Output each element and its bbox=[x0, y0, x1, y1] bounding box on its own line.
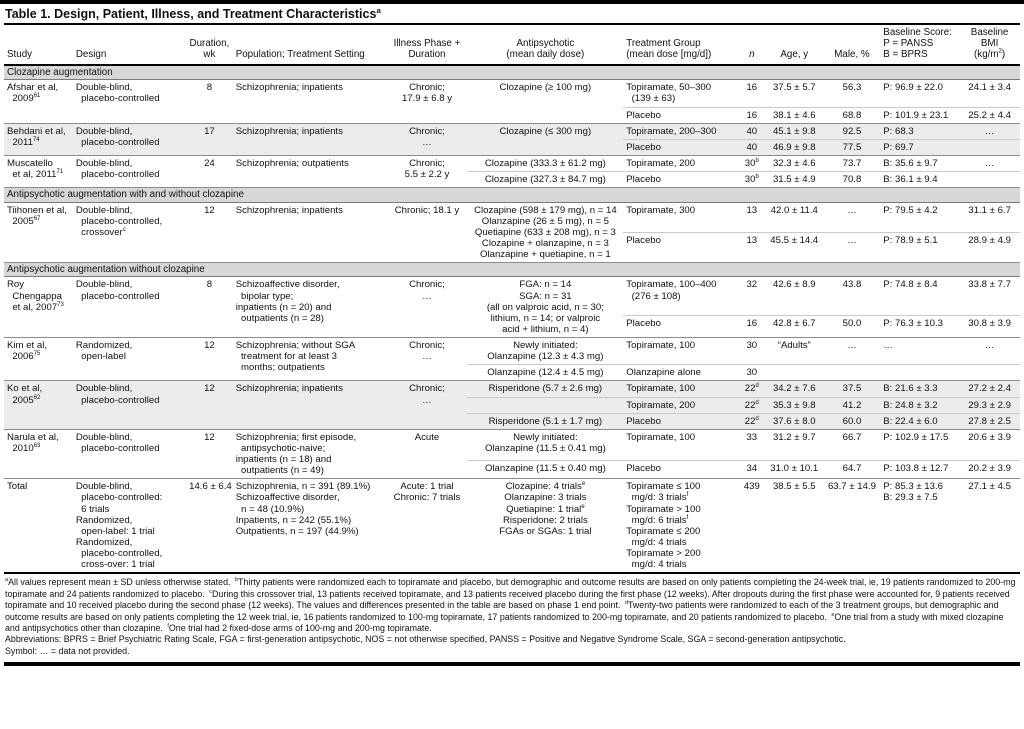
cell-design: Double-blind, placebo-controlled, crossover$^c$ bbox=[73, 202, 186, 263]
cell-male bbox=[824, 365, 881, 381]
column-header-population: Population; Treatment Setting bbox=[233, 25, 387, 65]
cell-antipsychotic: Newly initiated: Olanzapine (12.3 ± 4.3 mg) bbox=[467, 338, 623, 365]
cell-baseline: P: 78.9 ± 5.1 bbox=[880, 232, 959, 262]
cell-age: 42.6 ± 8.9 bbox=[765, 277, 824, 315]
cell-duration: 8 bbox=[186, 277, 233, 338]
cell-illness: Chronic; 17.9 ± 6.8 y bbox=[387, 80, 468, 123]
cell-study: Ko et al, 2005$^{62}$ bbox=[4, 381, 73, 429]
cell-male: 37.5 bbox=[824, 381, 881, 397]
cell-n: 439 bbox=[739, 479, 765, 574]
section-header-label: Clozapine augmentation bbox=[4, 65, 1020, 80]
cell-duration: 24 bbox=[186, 155, 233, 187]
footnote-symbol: Symbol: … = data not provided. bbox=[5, 645, 130, 656]
cell-n: 40 bbox=[739, 123, 765, 139]
cell-antipsychotic bbox=[467, 397, 623, 413]
study-arm-row bbox=[4, 123, 1020, 139]
cell-antipsychotic: FGA: n = 14 SGA: n = 31 (all on valproic acid, n = 30; lithium, n = 14; or valproic acid + lithium, n = 4) bbox=[467, 277, 623, 338]
cell-male: 60.0 bbox=[824, 413, 881, 429]
cell-bmi: 20.2 ± 3.9 bbox=[959, 460, 1020, 478]
table-footnotes bbox=[4, 574, 1020, 666]
cell-group: Topiramate, 200 bbox=[623, 397, 738, 413]
cell-n: 30$^b$ bbox=[739, 155, 765, 171]
study-arm-row bbox=[4, 202, 1020, 232]
cell-group: Topiramate, 200–300 bbox=[623, 123, 738, 139]
cell-study: Behdani et al, 2011$^{74}$ bbox=[4, 123, 73, 155]
cell-age: 37.5 ± 5.7 bbox=[765, 80, 824, 107]
cell-bmi: 28.9 ± 4.9 bbox=[959, 232, 1020, 262]
cell-population: Schizophrenia; inpatients bbox=[233, 381, 387, 429]
cell-antipsychotic: Risperidone (5.1 ± 1.7 mg) bbox=[467, 413, 623, 429]
cell-antipsychotic: Clozapine (≤ 300 mg) bbox=[467, 123, 623, 155]
cell-n: 30 bbox=[739, 338, 765, 365]
cell-antipsychotic: Clozapine (333.3 ± 61.2 mg) bbox=[467, 155, 623, 171]
section-header-label: Antipsychotic augmentation without clozapine bbox=[4, 263, 1020, 277]
cell-n: 32 bbox=[739, 277, 765, 315]
characteristics-table bbox=[4, 25, 1020, 574]
cell-design: Double-blind, placebo-controlled bbox=[73, 277, 186, 338]
cell-bmi bbox=[959, 365, 1020, 381]
cell-antipsychotic: Olanzapine (12.4 ± 4.5 mg) bbox=[467, 365, 623, 381]
cell-group: Placebo bbox=[623, 172, 738, 188]
cell-group: Topiramate, 100 bbox=[623, 338, 738, 365]
table-body bbox=[4, 65, 1020, 573]
cell-duration: 12 bbox=[186, 429, 233, 479]
cell-baseline: … bbox=[880, 338, 959, 365]
cell-bmi: … bbox=[959, 123, 1020, 139]
cell-population: Schizoaffective disorder, bipolar type; inpatients (n = 20) and outpatients (n = 28) bbox=[233, 277, 387, 338]
cell-group: Topiramate, 200 bbox=[623, 155, 738, 171]
cell-antipsychotic: Clozapine (327.3 ± 84.7 mg) bbox=[467, 172, 623, 188]
cell-n: 13 bbox=[739, 202, 765, 232]
cell-group: Topiramate, 100 bbox=[623, 429, 738, 460]
cell-baseline: P: 103.8 ± 12.7 bbox=[880, 460, 959, 478]
cell-baseline: P: 96.9 ± 22.0 bbox=[880, 80, 959, 107]
cell-age: “Adults” bbox=[765, 338, 824, 365]
cell-n: 22$^d$ bbox=[739, 413, 765, 429]
cell-duration: 14.6 ± 6.4 bbox=[186, 479, 233, 574]
cell-age: 31.2 ± 9.7 bbox=[765, 429, 824, 460]
cell-male: 77.5 bbox=[824, 139, 881, 155]
footnote-notes: $^a$All values represent mean ± SD unless otherwise stated. $^b$Thirty patients were randomized each to topiramate and placebo, but demographic and outcome results are based on only patients completing the 24-week trial, ie, 19 patients randomized to 200-mg topiramate and 24 patients randomized to placebo. $^c$During this crossover trial, 13 patients received topiramate, and 13 patients received placebo during the first phase (12 weeks). After dropouts during the first phase were accounted for, 9 patients received topiramate and 10 received placebo during the second phase (12 weeks). The values and differences presented in the table are based on phase 1 end point. $^d$Twenty-two patients were randomized to each of the 3 treatment groups, but demographic and outcome results are based on only patients completing the 12 week trial, ie, 16 patients randomized to 100-mg topiramate, 17 patients randomized to 200-mg topiramate, and 20 patients randomized to placebo. $^e$One trial from a study with mixed clozapine and antipsychotics other than clozapine. $^f$One trial had 2 fixed-dose arms of 100-mg and 200-mg topiramate. bbox=[5, 577, 1016, 633]
cell-male: 56.3 bbox=[824, 80, 881, 107]
cell-bmi: 24.1 ± 3.4 bbox=[959, 80, 1020, 107]
cell-baseline: P: 76.3 ± 10.3 bbox=[880, 315, 959, 338]
cell-group: Topiramate, 50–300 (139 ± 63) bbox=[623, 80, 738, 107]
cell-bmi: 30.8 ± 3.9 bbox=[959, 315, 1020, 338]
column-header-illness: Illness Phase + Duration bbox=[387, 25, 468, 65]
cell-bmi: 25.2 ± 4.4 bbox=[959, 107, 1020, 123]
cell-group: Placebo bbox=[623, 107, 738, 123]
study-arm-row bbox=[4, 479, 1020, 574]
section-header-row bbox=[4, 188, 1020, 202]
cell-male: … bbox=[824, 232, 881, 262]
cell-study: Muscatello et al, 2011$^{71}$ bbox=[4, 155, 73, 187]
cell-male: 63.7 ± 14.9 bbox=[824, 479, 881, 574]
cell-illness: Chronic; 18.1 y bbox=[387, 202, 468, 263]
cell-baseline: P: 68.3 bbox=[880, 123, 959, 139]
column-header-duration: Duration, wk bbox=[186, 25, 233, 65]
cell-antipsychotic: Newly initiated: Olanzapine (11.5 ± 0.41 mg) bbox=[467, 429, 623, 460]
cell-age: 45.1 ± 9.8 bbox=[765, 123, 824, 139]
cell-age: 42.8 ± 6.7 bbox=[765, 315, 824, 338]
cell-male: … bbox=[824, 202, 881, 232]
column-header-study: Study bbox=[4, 25, 73, 65]
cell-n: 33 bbox=[739, 429, 765, 460]
cell-design: Double-blind, placebo-controlled: 6 trials Randomized, open-label: 1 trial Randomized, placebo-controlled, cross-over: 1 trial bbox=[73, 479, 186, 574]
cell-male: … bbox=[824, 338, 881, 365]
cell-illness: Acute: 1 trial Chronic: 7 trials bbox=[387, 479, 468, 574]
cell-group: Topiramate ≤ 100 mg/d: 3 trials$^f$ Topiramate > 100 mg/d: 6 trials$^f$ Topiramate ≤ 200 mg/d: 4 trials Topiramate > 200 mg/d: 4 trials bbox=[623, 479, 738, 574]
cell-age: 38.5 ± 5.5 bbox=[765, 479, 824, 574]
study-arm-row bbox=[4, 155, 1020, 171]
study-arm-row bbox=[4, 277, 1020, 315]
cell-bmi: … bbox=[959, 155, 1020, 171]
cell-age: 35.3 ± 9.8 bbox=[765, 397, 824, 413]
section-header-row bbox=[4, 263, 1020, 277]
cell-n: 22$^d$ bbox=[739, 397, 765, 413]
cell-baseline: B: 36.1 ± 9.4 bbox=[880, 172, 959, 188]
cell-population: Schizophrenia; inpatients bbox=[233, 123, 387, 155]
cell-baseline: P: 79.5 ± 4.2 bbox=[880, 202, 959, 232]
cell-illness: Chronic; … bbox=[387, 338, 468, 381]
cell-age: 42.0 ± 11.4 bbox=[765, 202, 824, 232]
cell-study: Roy Chengappa et al, 2007$^{73}$ bbox=[4, 277, 73, 338]
cell-duration: 12 bbox=[186, 381, 233, 429]
cell-male: 43.8 bbox=[824, 277, 881, 315]
cell-antipsychotic: Clozapine (≥ 100 mg) bbox=[467, 80, 623, 123]
column-header-baseline: Baseline Score: P = PANSS B = BPRS bbox=[880, 25, 959, 65]
study-arm-row bbox=[4, 381, 1020, 397]
cell-n: 16 bbox=[739, 80, 765, 107]
cell-antipsychotic: Clozapine: 4 trials$^e$ Olanzapine: 3 trials Quetiapine: 1 trial$^e$ Risperidone: 2 trials FGAs or SGAs: 1 trial bbox=[467, 479, 623, 574]
cell-bmi: 20.6 ± 3.9 bbox=[959, 429, 1020, 460]
cell-baseline: B: 35.6 ± 9.7 bbox=[880, 155, 959, 171]
column-header-antipsychotic: Antipsychotic (mean daily dose) bbox=[467, 25, 623, 65]
column-header-n: n bbox=[739, 25, 765, 65]
cell-male: 64.7 bbox=[824, 460, 881, 478]
cell-male: 41.2 bbox=[824, 397, 881, 413]
cell-duration: 12 bbox=[186, 338, 233, 381]
cell-study: Kim et al, 2006$^{75}$ bbox=[4, 338, 73, 381]
column-header-bmi: Baseline BMI $(kg/m^2)$ bbox=[959, 25, 1020, 65]
cell-age: 31.0 ± 10.1 bbox=[765, 460, 824, 478]
cell-n: 40 bbox=[739, 139, 765, 155]
study-arm-row bbox=[4, 80, 1020, 107]
cell-n: 34 bbox=[739, 460, 765, 478]
cell-group: Placebo bbox=[623, 315, 738, 338]
column-header-age: Age, y bbox=[765, 25, 824, 65]
cell-population: Schizophrenia; first episode, antipsychotic-naive; inpatients (n = 18) and outpatients (n = 49) bbox=[233, 429, 387, 479]
cell-n: 16 bbox=[739, 315, 765, 338]
footnote-abbreviations: Abbreviations: BPRS = Brief Psychiatric Rating Scale, FGA = first-generation antipsychotic, NOS = not otherwise specified, PANSS = Positive and Negative Syndrome Scale, SGA = second-generation antipsychotic. bbox=[5, 634, 846, 645]
cell-male: 73.7 bbox=[824, 155, 881, 171]
cell-bmi: 33.8 ± 7.7 bbox=[959, 277, 1020, 315]
cell-bmi: 31.1 ± 6.7 bbox=[959, 202, 1020, 232]
cell-male: 50.0 bbox=[824, 315, 881, 338]
cell-baseline: B: 21.6 ± 3.3 bbox=[880, 381, 959, 397]
cell-design: Double-blind, placebo-controlled bbox=[73, 123, 186, 155]
cell-bmi: 27.1 ± 4.5 bbox=[959, 479, 1020, 574]
cell-population: Schizophrenia; outpatients bbox=[233, 155, 387, 187]
column-header-group: Treatment Group (mean dose [mg/d]) bbox=[623, 25, 738, 65]
cell-illness: Acute bbox=[387, 429, 468, 479]
cell-design: Double-blind, placebo-controlled bbox=[73, 381, 186, 429]
cell-study: Tiihonen et al, 2005$^{67}$ bbox=[4, 202, 73, 263]
cell-baseline: P: 69.7 bbox=[880, 139, 959, 155]
cell-n: 30$^b$ bbox=[739, 172, 765, 188]
cell-population: Schizophrenia; inpatients bbox=[233, 80, 387, 123]
cell-population: Schizophrenia; without SGA treatment for at least 3 months; outpatients bbox=[233, 338, 387, 381]
cell-baseline: P: 102.9 ± 17.5 bbox=[880, 429, 959, 460]
cell-duration: 8 bbox=[186, 80, 233, 123]
cell-group: Topiramate, 300 bbox=[623, 202, 738, 232]
cell-baseline: P: 85.3 ± 13.6 B: 29.3 ± 7.5 bbox=[880, 479, 959, 574]
cell-bmi: 27.8 ± 2.5 bbox=[959, 413, 1020, 429]
cell-group: Topiramate, 100–400 (276 ± 108) bbox=[623, 277, 738, 315]
cell-age: 38.1 ± 4.6 bbox=[765, 107, 824, 123]
cell-bmi: … bbox=[959, 338, 1020, 365]
cell-illness: Chronic; … bbox=[387, 381, 468, 429]
cell-age: 34.2 ± 7.6 bbox=[765, 381, 824, 397]
section-header-label: Antipsychotic augmentation with and without clozapine bbox=[4, 188, 1020, 202]
table-header-row bbox=[4, 25, 1020, 65]
cell-study: Afshar et al, 2009$^{61}$ bbox=[4, 80, 73, 123]
table-title: Table 1. Design, Patient, Illness, and Treatment Characteristics$^a$ bbox=[4, 4, 1020, 25]
cell-group: Placebo bbox=[623, 139, 738, 155]
cell-illness: Chronic; … bbox=[387, 277, 468, 338]
cell-n: 16 bbox=[739, 107, 765, 123]
column-header-design: Design bbox=[73, 25, 186, 65]
cell-antipsychotic: Risperidone (5.7 ± 2.6 mg) bbox=[467, 381, 623, 397]
cell-age: 31.5 ± 4.9 bbox=[765, 172, 824, 188]
cell-group: Placebo bbox=[623, 232, 738, 262]
cell-bmi: 27.2 ± 2.4 bbox=[959, 381, 1020, 397]
cell-population: Schizophrenia; inpatients bbox=[233, 202, 387, 263]
cell-bmi: 29.3 ± 2.9 bbox=[959, 397, 1020, 413]
cell-illness: Chronic; 5.5 ± 2.2 y bbox=[387, 155, 468, 187]
cell-baseline: B: 22.4 ± 6.0 bbox=[880, 413, 959, 429]
cell-study: Narula et al, 2010$^{63}$ bbox=[4, 429, 73, 479]
cell-n: 13 bbox=[739, 232, 765, 262]
cell-illness: Chronic; … bbox=[387, 123, 468, 155]
cell-design: Double-blind, placebo-controlled bbox=[73, 155, 186, 187]
cell-baseline: P: 74.8 ± 8.4 bbox=[880, 277, 959, 315]
cell-baseline: B: 24.8 ± 3.2 bbox=[880, 397, 959, 413]
cell-study: Total bbox=[4, 479, 73, 574]
study-arm-row bbox=[4, 429, 1020, 460]
section-header-row bbox=[4, 65, 1020, 80]
cell-design: Double-blind, placebo-controlled bbox=[73, 80, 186, 123]
cell-male: 68.8 bbox=[824, 107, 881, 123]
cell-male: 92.5 bbox=[824, 123, 881, 139]
cell-group: Placebo bbox=[623, 460, 738, 478]
study-arm-row bbox=[4, 338, 1020, 365]
cell-age: 32.3 ± 4.6 bbox=[765, 155, 824, 171]
cell-group: Placebo bbox=[623, 413, 738, 429]
cell-group: Olanzapine alone bbox=[623, 365, 738, 381]
cell-design: Randomized, open-label bbox=[73, 338, 186, 381]
cell-age: 45.5 ± 14.4 bbox=[765, 232, 824, 262]
cell-age: 46.9 ± 9.8 bbox=[765, 139, 824, 155]
column-header-male: Male, % bbox=[824, 25, 881, 65]
cell-baseline bbox=[880, 365, 959, 381]
cell-bmi bbox=[959, 139, 1020, 155]
cell-group: Topiramate, 100 bbox=[623, 381, 738, 397]
cell-n: 30 bbox=[739, 365, 765, 381]
cell-antipsychotic: Olanzapine (11.5 ± 0.40 mg) bbox=[467, 460, 623, 478]
cell-duration: 12 bbox=[186, 202, 233, 263]
cell-population: Schizophrenia, n = 391 (89.1%) Schizoaffective disorder, n = 48 (10.9%) Inpatients, n = 242 (55.1%) Outpatients, n = 197 (44.9%) bbox=[233, 479, 387, 574]
cell-male: 70.8 bbox=[824, 172, 881, 188]
cell-age: 37.6 ± 8.0 bbox=[765, 413, 824, 429]
cell-bmi bbox=[959, 172, 1020, 188]
cell-design: Double-blind, placebo-controlled bbox=[73, 429, 186, 479]
cell-n: 22$^d$ bbox=[739, 381, 765, 397]
cell-male: 66.7 bbox=[824, 429, 881, 460]
cell-duration: 17 bbox=[186, 123, 233, 155]
cell-antipsychotic: Clozapine (598 ± 179 mg), n = 14 Olanzapine (26 ± 5 mg), n = 5 Quetiapine (633 ± 208 mg), n = 3 Clozapine + olanzapine, n = 3 Olanzapine + quetiapine, n = 1 bbox=[467, 202, 623, 263]
cell-baseline: P: 101.9 ± 23.1 bbox=[880, 107, 959, 123]
cell-age bbox=[765, 365, 824, 381]
